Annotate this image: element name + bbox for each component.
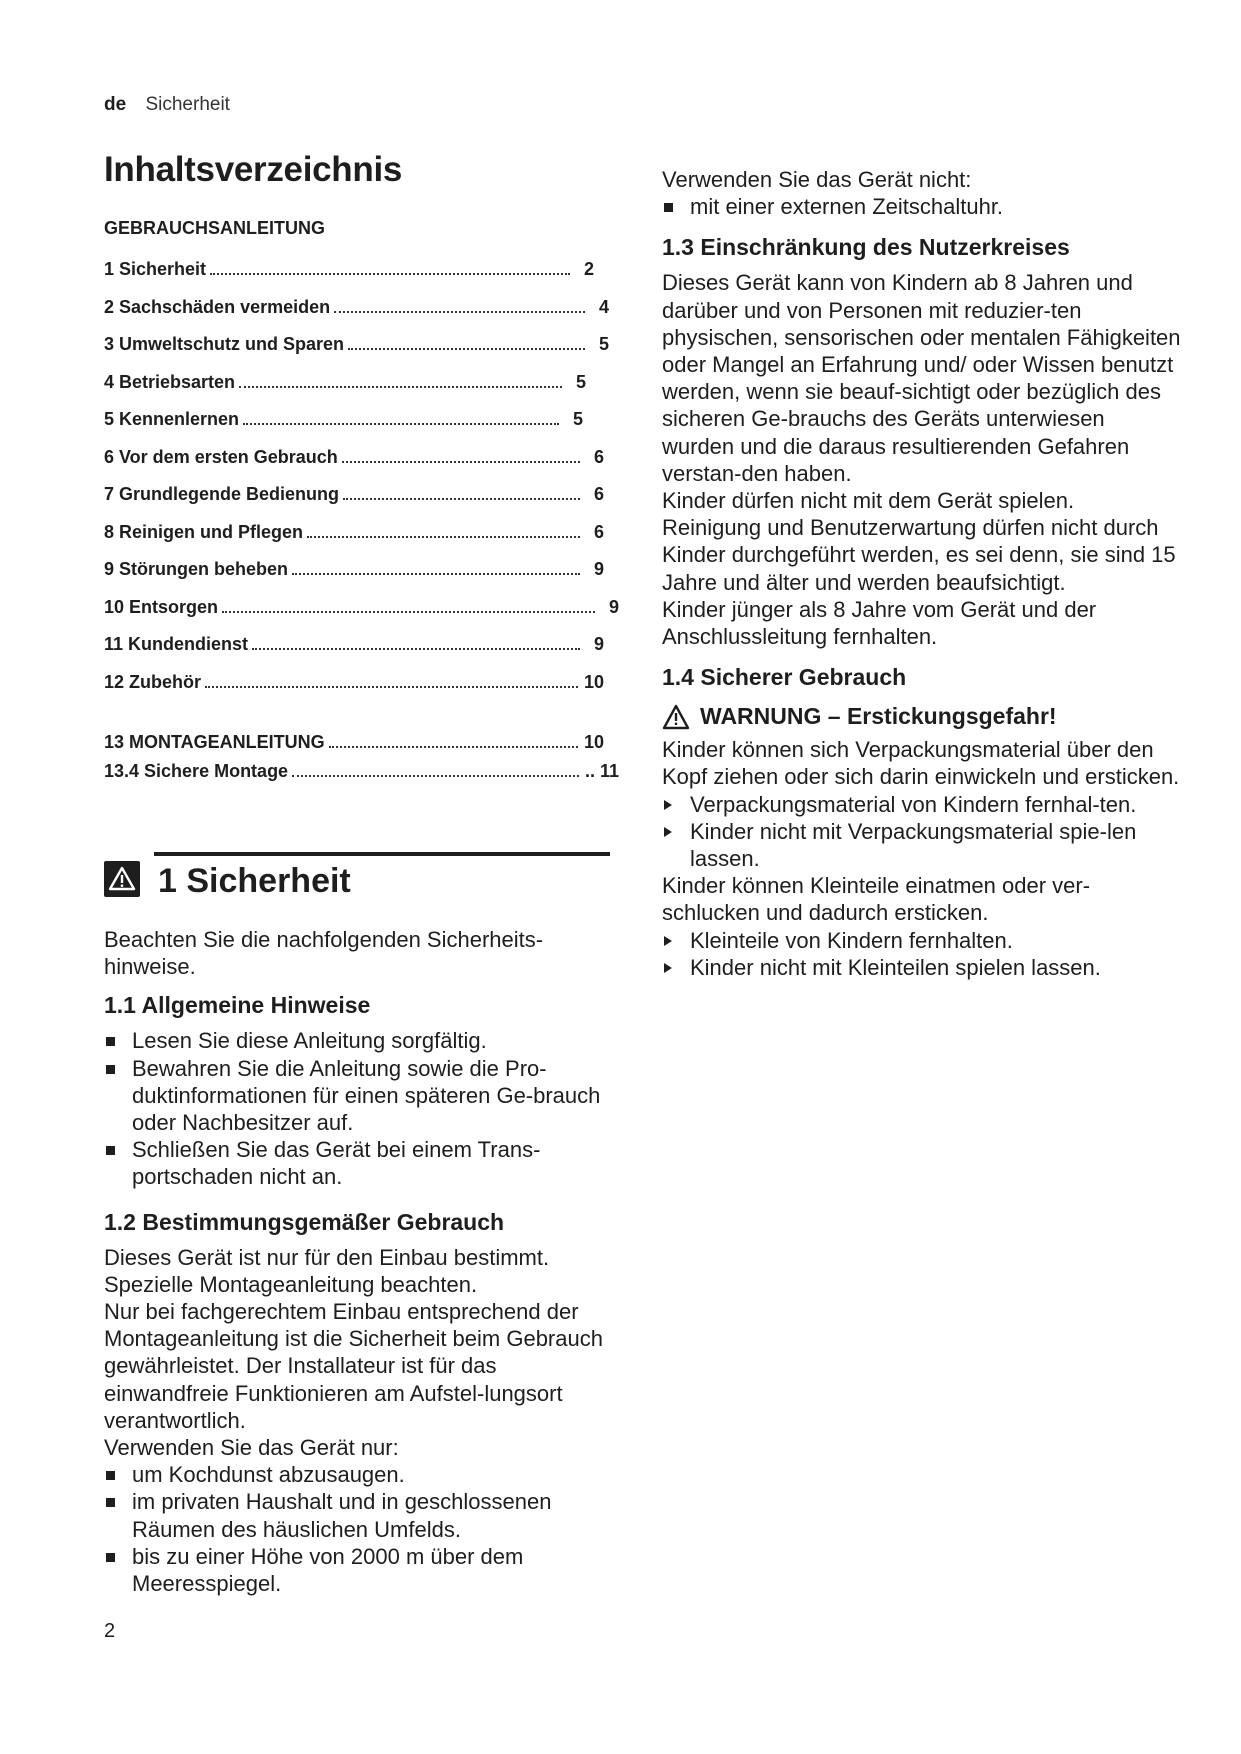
toc-entry-page: 9 [608, 596, 619, 617]
page-number: 2 [104, 1620, 116, 1642]
toc-entry-page: 5 [575, 371, 586, 392]
toc-entry-label: 3 Umweltschutz und Sparen [104, 334, 345, 354]
toc-leader [252, 648, 580, 650]
toc-leader [222, 611, 595, 613]
list-item: Kleinteile von Kindern fernhalten. [662, 927, 1182, 954]
list-item: bis zu einer Höhe von 2000 m über dem Meeresspiegel. [104, 1543, 614, 1597]
paragraph: Kinder jünger als 8 Jahre vom Gerät und der Anschlussleitung fernhalten. [662, 596, 1097, 650]
prohibited-use-list [662, 193, 1182, 220]
toc-entry[interactable] [104, 672, 604, 710]
toc-entry-label: 7 Grundlegende Bedienung [104, 484, 340, 504]
toc-entry-page: 6 [593, 446, 604, 467]
general-notes-list [104, 1027, 614, 1190]
paragraph: Kinder können Kleinteile einatmen oder ver-schlucken und dadurch ersticken. [662, 873, 1091, 926]
running-header [104, 94, 230, 116]
toc-montage-list [104, 732, 619, 790]
section-heading-1-4: 1.4 Sicherer Gebrauch [662, 664, 907, 691]
paragraph: Nur bei fachgerechtem Einbau entsprechend der Montageanleitung ist die Sicherheit beim Gebrauch gewährleistet. Der Installateur ist für das einwandfreie Funktionieren am Aufstel-lungsort verantwortlich. [104, 1299, 603, 1433]
warning-text: WARNUNG – Erstickungsgefahr! [700, 703, 1057, 730]
toc-entry-page: 5 [598, 334, 609, 354]
toc-entry-page: 6 [593, 484, 604, 504]
section-heading-1-1: 1.1 Allgemeine Hinweise [104, 992, 371, 1019]
chapter-intro: Beachten Sie die nachfolgenden Sicherheits-hinweise. [104, 927, 544, 980]
paragraph: Kinder dürfen nicht mit dem Gerät spielen. [662, 488, 1075, 514]
toc-entry[interactable] [104, 409, 583, 447]
toc-leader [243, 423, 559, 425]
toc-entry-page: .. 11 [584, 761, 619, 781]
toc-entry-label: 13 MONTAGEANLEITUNG [104, 732, 325, 752]
toc-leader [334, 311, 585, 313]
action-list [662, 791, 1182, 873]
section-heading-1-3: 1.3 Einschränkung des Nutzerkreises [662, 234, 1070, 261]
toc-entry[interactable] [104, 297, 609, 335]
right-column [662, 166, 1182, 981]
toc-entry-label: 10 Entsorgen [104, 596, 219, 617]
left-column [104, 150, 619, 1597]
toc-entry-label: 13.4 Sichere Montage [104, 761, 289, 781]
toc-entry[interactable] [104, 447, 604, 485]
toc-entry-page: 6 [593, 521, 604, 542]
toc-title: Inhaltsverzeichnis [104, 150, 403, 189]
language-code: de [104, 94, 127, 115]
toc-entry[interactable] [104, 559, 604, 597]
toc-leader [292, 775, 579, 777]
chapter-title: 1 Sicherheit [158, 862, 351, 900]
intended-use-list [104, 1461, 614, 1597]
toc-entry[interactable] [104, 761, 619, 790]
toc-entry[interactable] [104, 372, 586, 410]
list-item: Schließen Sie das Gerät bei einem Trans-portschaden nicht an. [104, 1136, 614, 1190]
action-list [662, 927, 1182, 981]
toc-entry[interactable] [104, 634, 604, 672]
running-header-section: Sicherheit [145, 94, 230, 115]
section-heading-1-2: 1.2 Bestimmungsgemäßer Gebrauch [104, 1208, 505, 1235]
toc-entry-label: 2 Sachschäden vermeiden [104, 296, 331, 317]
list-item: Bewahren Sie die Anleitung sowie die Pro-duktinformationen für einen späteren Ge-brauch oder Nachbesitzer auf. [104, 1055, 614, 1137]
toc-leader [307, 536, 580, 538]
toc-leader [329, 746, 578, 748]
chapter-heading [104, 852, 614, 912]
toc-entry-label: 12 Zubehör [104, 671, 202, 692]
toc-entry[interactable] [104, 597, 619, 635]
list-item: Kinder nicht mit Verpackungsmaterial spie-len lassen. [662, 818, 1182, 872]
toc-entry[interactable] [104, 259, 594, 297]
toc-leader [292, 573, 580, 575]
chapter-rule [154, 852, 610, 856]
paragraph: Dieses Gerät kann von Kindern ab 8 Jahren und darüber und von Personen mit reduzier-ten physischen, sensorischen oder mentalen Fähigkeiten oder Mangel an Erfahrung und/ oder Wissen benutzt werden, wenn sie beauf-sichtigt oder bezüglich des sicheren Ge-brauchs des Geräts unterwiesen wurden und die daraus resultierenden Gefahren verstan-den haben. [662, 270, 1181, 486]
toc-entry[interactable] [104, 334, 609, 372]
toc-entry-label: 1 Sicherheit [104, 259, 207, 279]
toc-entry-label: 6 Vor dem ersten Gebrauch [104, 446, 338, 467]
toc-entry-page: 5 [572, 409, 583, 429]
warning-triangle-icon [104, 861, 140, 897]
toc-entry-page: 10 [583, 671, 604, 692]
toc-entry-page: 10 [583, 732, 604, 752]
toc-leader [210, 273, 570, 275]
paragraph: Dieses Gerät ist nur für den Einbau bestimmt. Spezielle Montageanleitung beachten. [104, 1244, 550, 1297]
toc-leader [348, 348, 585, 350]
toc-leader [342, 461, 580, 463]
toc-leader [239, 386, 562, 388]
toc-entry-page: 9 [593, 634, 604, 654]
toc-entry-label: 4 Betriebsarten [104, 371, 236, 392]
toc-entry[interactable] [104, 522, 604, 560]
list-item: Verpackungsmaterial von Kindern fernhal-ten. [662, 791, 1182, 818]
toc-entry-label: 8 Reinigen und Pflegen [104, 521, 304, 542]
toc-entry-label: 11 Kundendienst [104, 634, 249, 654]
warning-heading [662, 703, 1182, 730]
paragraph: Verwenden Sie das Gerät nur: [104, 1435, 399, 1461]
paragraph: Verwenden Sie das Gerät nicht: [662, 167, 972, 192]
list-item: mit einer externen Zeitschaltuhr. [662, 193, 1182, 220]
warning-icon [662, 704, 690, 730]
toc-gap [104, 709, 614, 732]
toc-leader [205, 686, 578, 688]
toc-entry-label: 9 Störungen beheben [104, 559, 289, 579]
toc-entry[interactable] [104, 732, 604, 761]
paragraph: Kinder können sich Verpackungsmaterial über den Kopf ziehen oder sich darin einwickeln und ersticken. [662, 737, 1180, 790]
toc-subtitle: GEBRAUCHSANLEITUNG [104, 218, 326, 238]
list-item: im privaten Haushalt und in geschlossenen Räumen des häuslichen Umfelds. [104, 1488, 614, 1542]
toc-leader [343, 498, 580, 500]
list-item: Lesen Sie diese Anleitung sorgfältig. [104, 1027, 614, 1054]
toc-entry[interactable] [104, 484, 604, 522]
list-item: Kinder nicht mit Kleinteilen spielen lassen. [662, 954, 1182, 981]
toc-entry-page: 2 [583, 259, 594, 279]
toc-entry-label: 5 Kennenlernen [104, 409, 240, 429]
toc-list [104, 259, 619, 709]
list-item: um Kochdunst abzusaugen. [104, 1461, 614, 1488]
toc-entry-page: 9 [593, 559, 604, 579]
toc-entry-page: 4 [598, 296, 609, 317]
paragraph: Reinigung und Benutzerwartung dürfen nicht durch Kinder durchgeführt werden, es sei denn, sie sind 15 Jahre und älter und werden beaufsichtigt. [662, 515, 1176, 595]
